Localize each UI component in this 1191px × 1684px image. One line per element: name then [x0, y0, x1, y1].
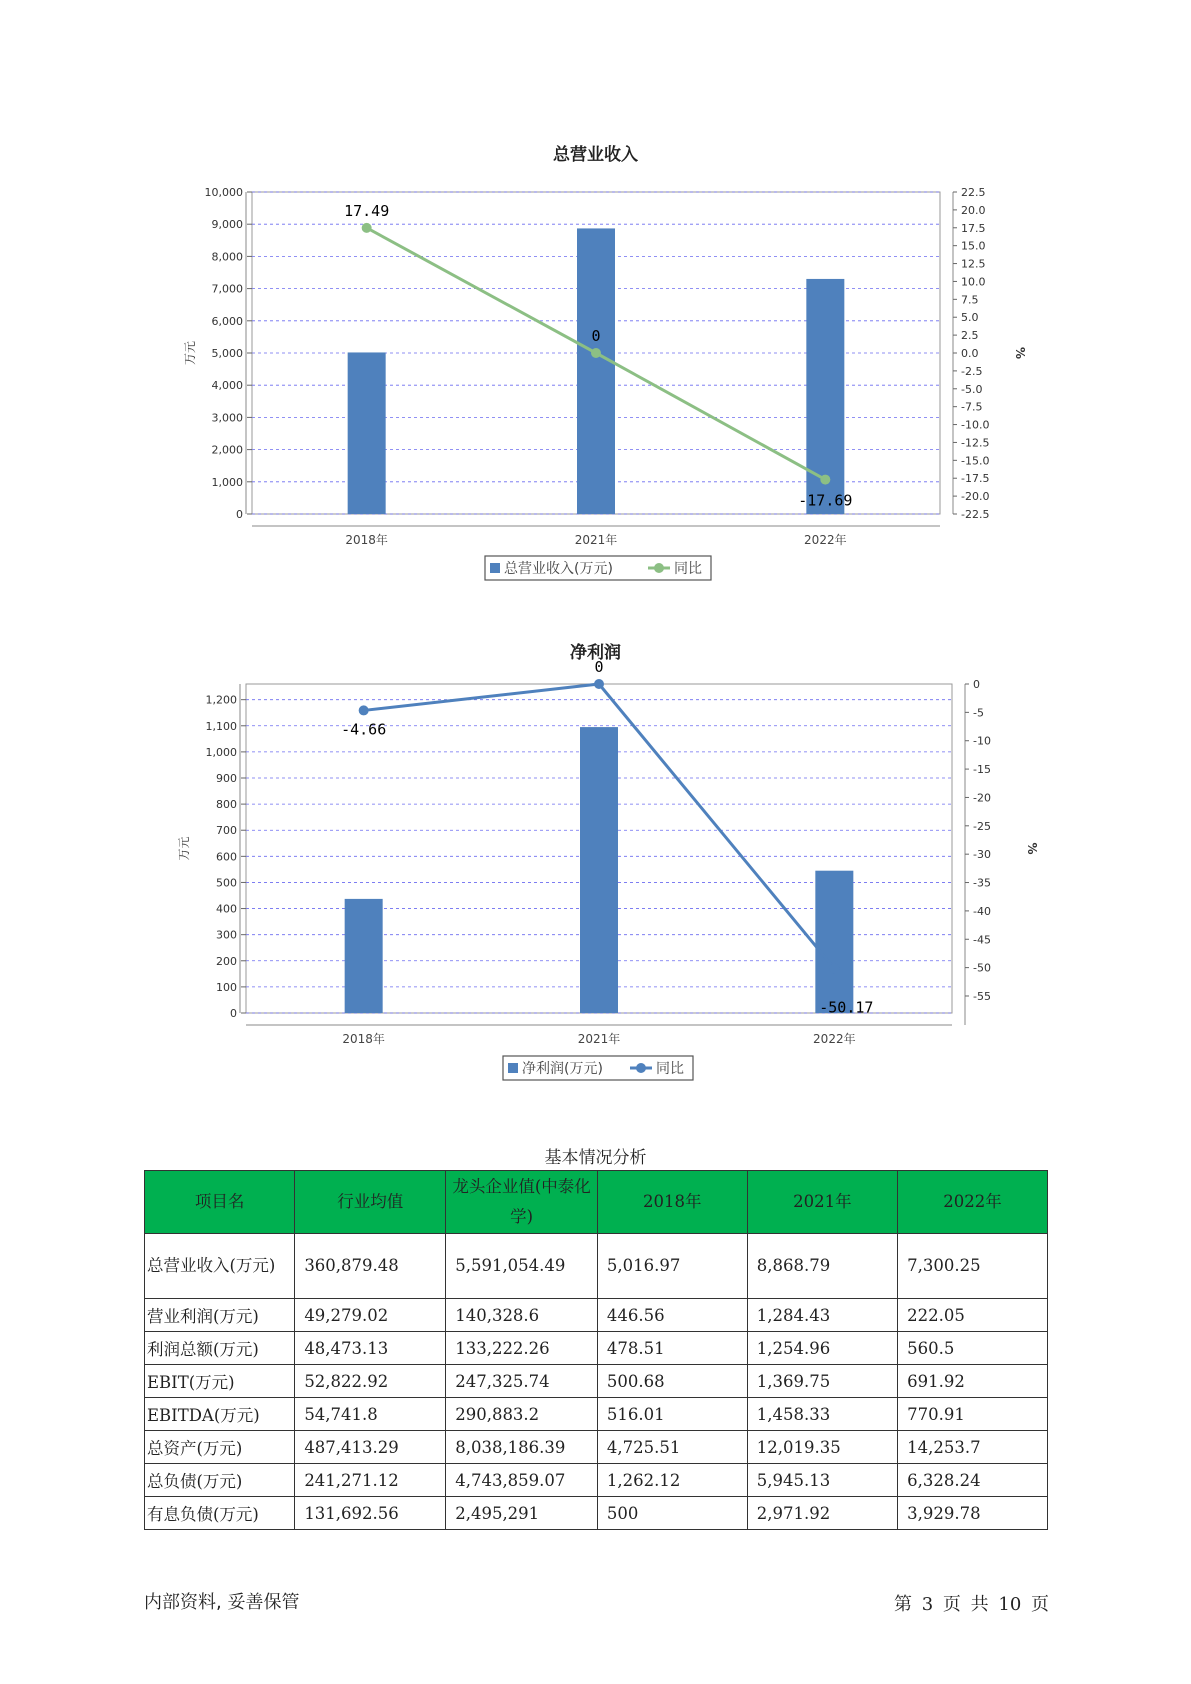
yoy-point [820, 475, 830, 485]
yoy-point [359, 705, 369, 715]
chart-title: 总营业收入 [553, 145, 638, 165]
y2-tick-label: -17.5 [961, 472, 990, 486]
row-label-cell: EBITDA(万元) [145, 1398, 295, 1431]
y2-axis-title: % [1025, 842, 1039, 855]
y-tick-label: 900 [216, 772, 237, 785]
y2-tick-label: 5.0 [961, 311, 979, 325]
value-cell: 5,591,054.49 [446, 1234, 598, 1299]
value-cell: 222.05 [898, 1299, 1048, 1332]
value-cell: 4,743,859.07 [446, 1464, 598, 1497]
row-label-cell: 总资产(万元) [145, 1431, 295, 1464]
y2-tick-label: -12.5 [961, 436, 990, 450]
y-tick-label: 3,000 [211, 411, 243, 425]
header-cell: 项目名 [145, 1171, 295, 1234]
y2-tick-label: -35 [973, 876, 991, 890]
value-cell: 487,413.29 [295, 1431, 446, 1464]
legend-label-line: 同比 [656, 1061, 684, 1077]
value-cell: 1,262.12 [597, 1464, 747, 1497]
y2-tick-label: -15 [973, 763, 991, 777]
y2-tick-label: -40 [973, 904, 991, 918]
y-tick-label: 1,000 [205, 745, 237, 759]
table-row [145, 1299, 1048, 1332]
y-axis-title: 万元 [183, 340, 197, 366]
basic-analysis-table [144, 1170, 1048, 1530]
bar [345, 899, 383, 1013]
y2-tick-label: -7.5 [961, 400, 983, 414]
y-tick-label: 400 [216, 902, 237, 916]
value-cell: 691.92 [898, 1365, 1048, 1398]
value-cell: 5,016.97 [597, 1234, 747, 1299]
y2-tick-label: -20.0 [961, 490, 990, 504]
value-cell: 12,019.35 [747, 1431, 897, 1464]
x-tick-label: 2021年 [574, 533, 618, 547]
y-tick-label: 6,000 [211, 314, 243, 328]
yoy-point [591, 348, 601, 358]
legend-swatch-point [654, 563, 664, 573]
value-cell: 54,741.8 [295, 1398, 446, 1431]
y2-tick-label: 22.5 [961, 186, 986, 199]
x-tick-label: 2018年 [342, 1032, 385, 1046]
y2-tick-label: 12.5 [961, 257, 986, 271]
row-label-cell: 总营业收入(万元) [145, 1234, 295, 1299]
legend-label-bar: 净利润(万元) [522, 1061, 603, 1077]
value-cell: 49,279.02 [295, 1299, 446, 1332]
row-label-cell: 营业利润(万元) [145, 1299, 295, 1332]
y2-tick-label: -45 [973, 933, 991, 947]
y2-tick-label: 15.0 [961, 239, 986, 253]
y-tick-label: 8,000 [211, 250, 243, 264]
value-cell: 247,325.74 [446, 1365, 598, 1398]
legend-swatch-bar [508, 1063, 518, 1073]
header-cell: 2022年 [898, 1171, 1048, 1234]
value-cell: 7,300.25 [898, 1234, 1048, 1299]
value-cell: 1,254.96 [747, 1332, 897, 1365]
legend-label-line: 同比 [674, 561, 702, 577]
y2-tick-label: -5.0 [961, 382, 983, 396]
value-cell: 290,883.2 [446, 1398, 598, 1431]
y2-tick-label: -20 [973, 791, 991, 805]
revenue-chart-svg [0, 140, 1191, 600]
y2-tick-label: -30 [973, 848, 991, 862]
table-row [145, 1365, 1048, 1398]
table-row [145, 1332, 1048, 1365]
value-cell: 3,929.78 [898, 1497, 1048, 1530]
value-cell: 8,868.79 [747, 1234, 897, 1299]
yoy-point [594, 679, 604, 689]
y2-tick-label: -2.5 [961, 364, 983, 378]
y-tick-label: 300 [216, 928, 237, 942]
y2-tick-label: -50 [973, 961, 991, 975]
y-tick-label: 0 [230, 1007, 237, 1020]
y-tick-label: 2,000 [211, 443, 243, 457]
value-cell: 5,945.13 [747, 1464, 897, 1497]
value-cell: 52,822.92 [295, 1365, 446, 1398]
table-row [145, 1464, 1048, 1497]
legend-label-bar: 总营业收入(万元) [504, 561, 613, 577]
header-cell: 行业均值 [295, 1171, 446, 1234]
table-row [145, 1431, 1048, 1464]
bar [348, 352, 386, 514]
table-row [145, 1234, 1048, 1299]
y-tick-label: 700 [216, 824, 237, 838]
y-tick-label: 100 [216, 980, 237, 994]
value-cell: 241,271.12 [295, 1464, 446, 1497]
value-cell: 446.56 [597, 1299, 747, 1332]
y2-tick-label: -5 [973, 706, 984, 720]
x-tick-label: 2022年 [804, 533, 847, 547]
value-cell: 4,725.51 [597, 1431, 747, 1464]
value-cell: 6,328.24 [898, 1464, 1048, 1497]
yoy-data-label: -50.17 [819, 998, 874, 1017]
value-cell: 133,222.26 [446, 1332, 598, 1365]
y-tick-label: 1,000 [211, 475, 243, 489]
yoy-data-label: 0 [594, 658, 604, 676]
value-cell: 360,879.48 [295, 1234, 446, 1299]
y2-tick-label: -15.0 [961, 454, 990, 468]
header-cell: 龙头企业值(中泰化学) [446, 1171, 598, 1234]
y-tick-label: 200 [216, 954, 237, 968]
y-tick-label: 600 [216, 850, 237, 864]
value-cell: 140,328.6 [446, 1299, 598, 1332]
row-label-cell: EBIT(万元) [145, 1365, 295, 1398]
yoy-data-label: 0 [591, 327, 601, 345]
value-cell: 560.5 [898, 1332, 1048, 1365]
x-tick-label: 2018年 [345, 533, 388, 547]
page-number: 第 3 页 共 10 页 [894, 1594, 1049, 1615]
y2-tick-label: -10.0 [961, 418, 990, 432]
row-label-cell: 利润总额(万元) [145, 1332, 295, 1365]
row-label-cell: 总负债(万元) [145, 1464, 295, 1497]
value-cell: 770.91 [898, 1398, 1048, 1431]
y-tick-label: 500 [216, 876, 237, 890]
yoy-data-label: -17.69 [798, 491, 853, 510]
x-tick-label: 2021年 [577, 1032, 621, 1046]
y-tick-label: 4,000 [211, 379, 243, 393]
legend-swatch-bar [490, 563, 500, 573]
value-cell: 500 [597, 1497, 747, 1530]
x-tick-label: 2022年 [813, 1032, 856, 1046]
y2-tick-label: 2.5 [961, 329, 979, 343]
legend-swatch-point [636, 1063, 646, 1073]
y2-axis-title: % [1013, 346, 1027, 360]
value-cell: 2,495,291 [446, 1497, 598, 1530]
header-cell: 2021年 [747, 1171, 897, 1234]
y-axis-title: 万元 [177, 836, 191, 861]
y2-tick-label: 17.5 [961, 221, 986, 235]
y2-tick-label: 7.5 [961, 293, 979, 307]
y2-tick-label: 20.0 [961, 203, 986, 217]
y-tick-label: 5,000 [211, 347, 243, 360]
y2-tick-label: 0.0 [961, 347, 979, 360]
y-tick-label: 9,000 [211, 218, 243, 232]
revenue-chart [0, 140, 1191, 600]
value-cell: 478.51 [597, 1332, 747, 1365]
y-tick-label: 800 [216, 798, 237, 812]
bar [580, 727, 618, 1013]
y2-tick-label: -22.5 [961, 508, 990, 521]
y2-tick-label: 0 [973, 678, 980, 691]
net-profit-chart [0, 638, 1191, 1098]
table-header-row [145, 1171, 1048, 1234]
y-tick-label: 1,200 [205, 693, 237, 707]
bar [815, 871, 853, 1013]
yoy-data-label: -4.66 [341, 720, 387, 739]
yoy-data-label: 17.49 [344, 201, 390, 220]
table-title: 基本情况分析 [544, 1148, 647, 1168]
y2-tick-label: 10.0 [961, 275, 986, 289]
chart-title: 净利润 [570, 643, 621, 663]
value-cell: 8,038,186.39 [446, 1431, 598, 1464]
value-cell: 500.68 [597, 1365, 747, 1398]
y2-tick-label: -55 [973, 989, 991, 1003]
table-row [145, 1497, 1048, 1530]
footer-confidential-note: 内部资料, 妥善保管 [144, 1592, 300, 1613]
y-tick-label: 10,000 [204, 186, 243, 199]
y-tick-label: 7,000 [211, 282, 243, 296]
value-cell: 1,369.75 [747, 1365, 897, 1398]
value-cell: 14,253.7 [898, 1431, 1048, 1464]
y2-tick-label: -25 [973, 819, 991, 833]
y2-tick-label: -10 [973, 734, 991, 748]
value-cell: 516.01 [597, 1398, 747, 1431]
header-cell: 2018年 [597, 1171, 747, 1234]
y-tick-label: 0 [236, 508, 243, 521]
value-cell: 1,284.43 [747, 1299, 897, 1332]
yoy-point [829, 964, 839, 974]
row-label-cell: 有息负债(万元) [145, 1497, 295, 1530]
value-cell: 48,473.13 [295, 1332, 446, 1365]
yoy-point [362, 223, 372, 233]
bar [577, 228, 615, 514]
value-cell: 1,458.33 [747, 1398, 897, 1431]
table-row [145, 1398, 1048, 1431]
value-cell: 2,971.92 [747, 1497, 897, 1530]
value-cell: 131,692.56 [295, 1497, 446, 1530]
y-tick-label: 1,100 [205, 719, 237, 733]
net-profit-chart-svg [0, 638, 1191, 1098]
